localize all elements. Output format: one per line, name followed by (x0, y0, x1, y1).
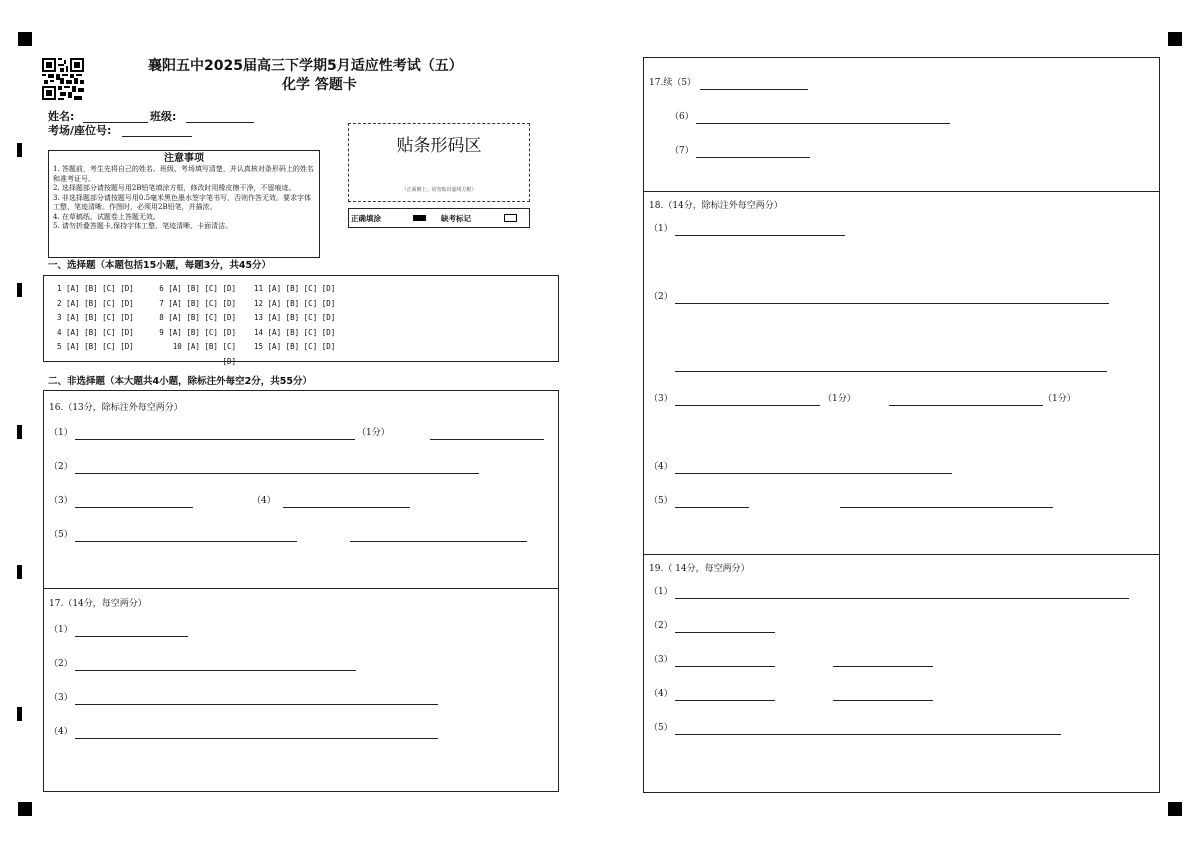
q19-part1-answer-line[interactable] (675, 598, 1129, 599)
q17-part6-label: （6） (670, 112, 694, 122)
notice-box (48, 150, 320, 258)
class-label: 班级: (150, 110, 177, 123)
choice-row[interactable]: 12 [A] [B] [C] [D] (254, 298, 336, 308)
q17-part1-label: （1） (49, 625, 73, 635)
name-field[interactable] (83, 122, 148, 123)
choice-row[interactable]: 15 [A] [B] [C] [D] (254, 342, 336, 351)
q19-part4-answer-line-2[interactable] (833, 700, 933, 701)
page-title: 襄阳五中2025届高三下学期5月适应性考试（五） (148, 58, 463, 74)
q18-part4-label: （4） (649, 462, 673, 472)
q16-part5-answer-line-2[interactable] (350, 541, 527, 542)
choice-row[interactable]: 1 [A] [B] [C] [D] (57, 284, 134, 293)
q16-part1-label: （1） (49, 428, 73, 438)
divider (643, 554, 1160, 555)
q18-part4-answer-line[interactable] (675, 473, 952, 474)
q17-title: 17.（14分，每空两分） (49, 599, 147, 609)
q17-part3-label: （3） (49, 693, 73, 703)
corner-mark-bottom-right (1168, 802, 1182, 816)
section2-title: 二、非选择题（本大题共4小题，除标注外每空2分，共55分） (48, 376, 312, 387)
answer-box-16-17 (43, 390, 559, 792)
timing-mark (17, 565, 22, 579)
q16-part2-answer-line[interactable] (75, 473, 479, 474)
q17-part4-answer-line[interactable] (75, 738, 438, 739)
choice-column-3 (254, 282, 335, 355)
q17-part2-label: （2） (49, 659, 73, 669)
q19-part2-answer-line[interactable] (675, 632, 775, 633)
notice-item: 5. 请勿折叠答题卡,保持字体工整、笔迹清晰、卡面清洁。 (53, 222, 233, 230)
q19-title: 19.（ 14分，每空两分） (649, 564, 750, 574)
q19-part3-label: （3） (649, 655, 673, 665)
q19-part3-answer-line[interactable] (675, 666, 775, 667)
barcode-area (348, 123, 530, 202)
q17-part4-label: （4） (49, 727, 73, 737)
choice-row[interactable]: 10 [A] [B] [C] [D] (172, 342, 236, 366)
q17-part7-answer-line[interactable] (696, 157, 810, 158)
choice-column-2 (156, 282, 236, 369)
class-field[interactable] (186, 122, 254, 123)
timing-mark (17, 143, 22, 157)
choice-row[interactable]: 4 [A] [B] [C] [D] (57, 327, 134, 337)
q19-part4-answer-line[interactable] (675, 700, 775, 701)
choice-row[interactable]: 14 [A] [B] [C] [D] (254, 327, 336, 337)
q16-part1-score: （1分） (357, 428, 390, 438)
q18-part3-label: （3） (649, 394, 673, 404)
timing-mark (17, 283, 22, 297)
notice-item: 4. 在草稿纸、试题卷上答题无效。 (53, 212, 160, 221)
q18-part3-score-b: （1分） (1043, 394, 1076, 404)
q17-part5-label: 17.续（5） (649, 78, 697, 88)
q18-part3-answer-line[interactable] (675, 405, 820, 406)
q16-part1-answer-line[interactable] (75, 439, 355, 440)
absent-mark-label: 缺考标记 (441, 214, 471, 223)
correct-fill-label: 正确填涂 (351, 214, 381, 223)
name-label: 姓名: (48, 110, 75, 123)
choice-row[interactable]: 7 [A] [B] [C] [D] (159, 298, 236, 308)
q16-part3-label: （3） (49, 496, 73, 506)
corner-mark-bottom-left (18, 802, 32, 816)
q17-part3-answer-line[interactable] (75, 704, 438, 705)
q17-part7-label: （7） (670, 146, 694, 156)
q18-part1-label: （1） (649, 224, 673, 234)
section1-title: 一、选择题（本题包括15小题，每题3分，共45分） (48, 260, 272, 271)
q17-part5-answer-line[interactable] (700, 89, 808, 90)
q19-part3-answer-line-2[interactable] (833, 666, 933, 667)
choice-row[interactable]: 3 [A] [B] [C] [D] (57, 313, 134, 322)
fill-legend (348, 208, 530, 228)
q17-part1-answer-line[interactable] (75, 636, 188, 637)
q18-part2-answer-line[interactable] (675, 303, 1109, 304)
notice-item: 2. 选择题部分请按题号用2B铅笔填涂方框，修改时用橡皮擦干净，不留痕迹。 (53, 184, 296, 192)
corner-mark-top-left (18, 32, 32, 46)
q16-title: 16.（13分，除标注外每空两分） (49, 403, 183, 413)
correct-fill-sample (413, 215, 426, 221)
choice-row[interactable]: 8 [A] [B] [C] [D] (159, 313, 236, 322)
choice-row[interactable]: 11 [A] [B] [C] [D] (254, 284, 336, 293)
q18-part5-answer-line[interactable] (675, 507, 749, 508)
timing-mark (17, 707, 22, 721)
choice-grid (43, 275, 559, 366)
q18-part3-answer-line-2[interactable] (889, 405, 1043, 406)
q16-part4-label: （4） (252, 496, 276, 506)
q19-part4-label: （4） (649, 689, 673, 699)
timing-mark (17, 425, 22, 439)
q19-part5-label: （5） (649, 723, 673, 733)
q19-part2-label: （2） (649, 621, 673, 631)
barcode-area-title: 贴条形码区 (396, 136, 482, 156)
q17-part6-answer-line[interactable] (696, 123, 950, 124)
q18-part5-label: （5） (649, 496, 673, 506)
room-seat-label: 考场/座位号: (48, 124, 112, 137)
q17-part2-answer-line[interactable] (75, 670, 356, 671)
notice-item: 1. 答题前，考生先将自己的姓名、班级、考场填写清楚，并认真核对条形码上的姓名和准考证号。 (53, 165, 314, 183)
choice-column-1 (57, 282, 134, 355)
choice-row[interactable]: 5 [A] [B] [C] [D] (57, 342, 134, 351)
divider (643, 191, 1160, 192)
divider (43, 588, 559, 589)
qr-code-icon (42, 58, 84, 100)
page-subtitle: 化学 答题卡 (282, 77, 357, 93)
q18-title: 18.（14分，除标注外每空两分） (649, 201, 783, 211)
q16-part1-answer-line-2[interactable] (430, 439, 544, 440)
q18-part3-score-a: （1分） (823, 394, 856, 404)
notice-title: 注意事项 (164, 153, 204, 164)
q18-part1-answer-line[interactable] (675, 235, 845, 236)
q16-part5-label: （5） (49, 530, 73, 540)
q16-part5-answer-line[interactable] (75, 541, 297, 542)
room-seat-field[interactable] (122, 136, 192, 137)
choice-row[interactable]: 2 [A] [B] [C] [D] (57, 298, 134, 308)
choice-row[interactable]: 6 [A] [B] [C] [D] (159, 284, 236, 293)
absent-mark-box[interactable] (504, 214, 517, 222)
choice-row[interactable]: 9 [A] [B] [C] [D] (159, 327, 236, 337)
corner-mark-top-right (1168, 32, 1182, 46)
notice-item: 3. 非选择题部分请按题号用0.5毫米黑色墨水签字笔书写，否则作答无效。要求字体工整、笔迹清晰。作图时，必须用2B铅笔，并描浓。 (53, 193, 312, 211)
choice-row[interactable]: 13 [A] [B] [C] [D] (254, 313, 336, 322)
q19-part1-label: （1） (649, 587, 673, 597)
q16-part2-label: （2） (49, 462, 73, 472)
answer-box-17-19 (643, 57, 1160, 793)
q18-part2-answer-line-2[interactable] (675, 371, 1107, 372)
q18-part5-answer-line-2[interactable] (840, 507, 1053, 508)
notice-list (53, 165, 317, 232)
q16-part4-answer-line[interactable] (283, 507, 410, 508)
q18-part2-label: （2） (649, 292, 673, 302)
barcode-area-note: （正面朝上，切勿贴出虚线方框） (401, 187, 477, 193)
q19-part5-answer-line[interactable] (675, 734, 1061, 735)
q16-part3-answer-line[interactable] (75, 507, 193, 508)
